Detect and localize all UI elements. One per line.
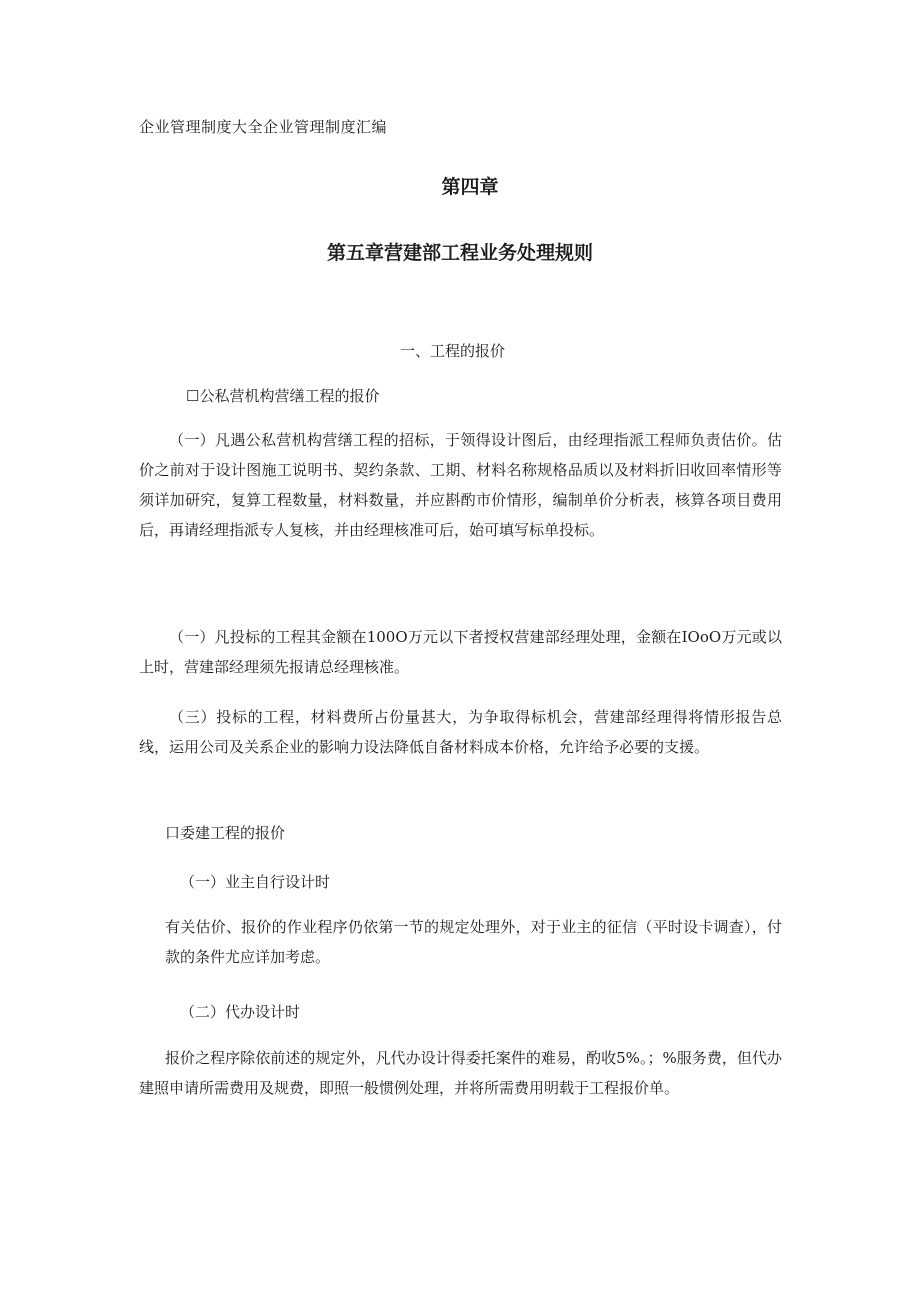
chapter-title-5: 第五章营建部工程业务处理规则 (326, 242, 593, 264)
paragraph-1: （一）凡遇公私营机构营缮工程的招标，于领得设计图后，由经理指派工程师负责估价。估价之前对于设计图施工说明书、契约条款、工期、材料名称规格品质以及材料折旧收回率情形等须详加研究，复算工程数量，材料数量，并应斟酌市价情形，编制单价分析表，核算各项目费用后，再请经理指派专人复核，并由经理核准可后，始可填写标单投标。 (139, 431, 782, 539)
paragraph-2: （一）凡投标的工程其金额在100O万元以下者授权营建部经理处理，金额在IOoO万元或以上时，营建部经理须先报请总经理核准。 (139, 628, 782, 676)
chapter-title-4: 第四章 (441, 176, 499, 198)
paragraph-3: （三）投标的工程，材料费所占份量甚大，为争取得标机会，营建部经理得将情形报告总线，运用公司及关系企业的影响力设法降低自备材料成本价格，允许给予必要的支援。 (139, 708, 782, 756)
section-title: 一、工程的报价 (400, 342, 506, 360)
paragraph-4: 有关估价、报价的作业程序仍依第一节的规定处理外，对于业主的征信（平时设卡调查），付款的条件尤应详加考虑。 (165, 918, 782, 966)
subsection-title-a: ☐公私营机构营缮工程的报价 (186, 387, 380, 405)
paragraph-5: 报价之程序除依前述的规定外，凡代办设计得委托案件的难易，酌收5%。；%服务费，但代办建照申请所需费用及规费，即照一般惯例处理，并将所需费用明载于工程报价单。 (139, 1049, 782, 1097)
subsection-title-b: 口委建工程的报价 (165, 824, 286, 842)
item-title-1: （一）业主自行设计时 (180, 873, 331, 891)
item-title-2: （二）代办设计时 (180, 1003, 301, 1021)
header-note: 企业管理制度大全企业管理制度汇编 (139, 118, 388, 136)
